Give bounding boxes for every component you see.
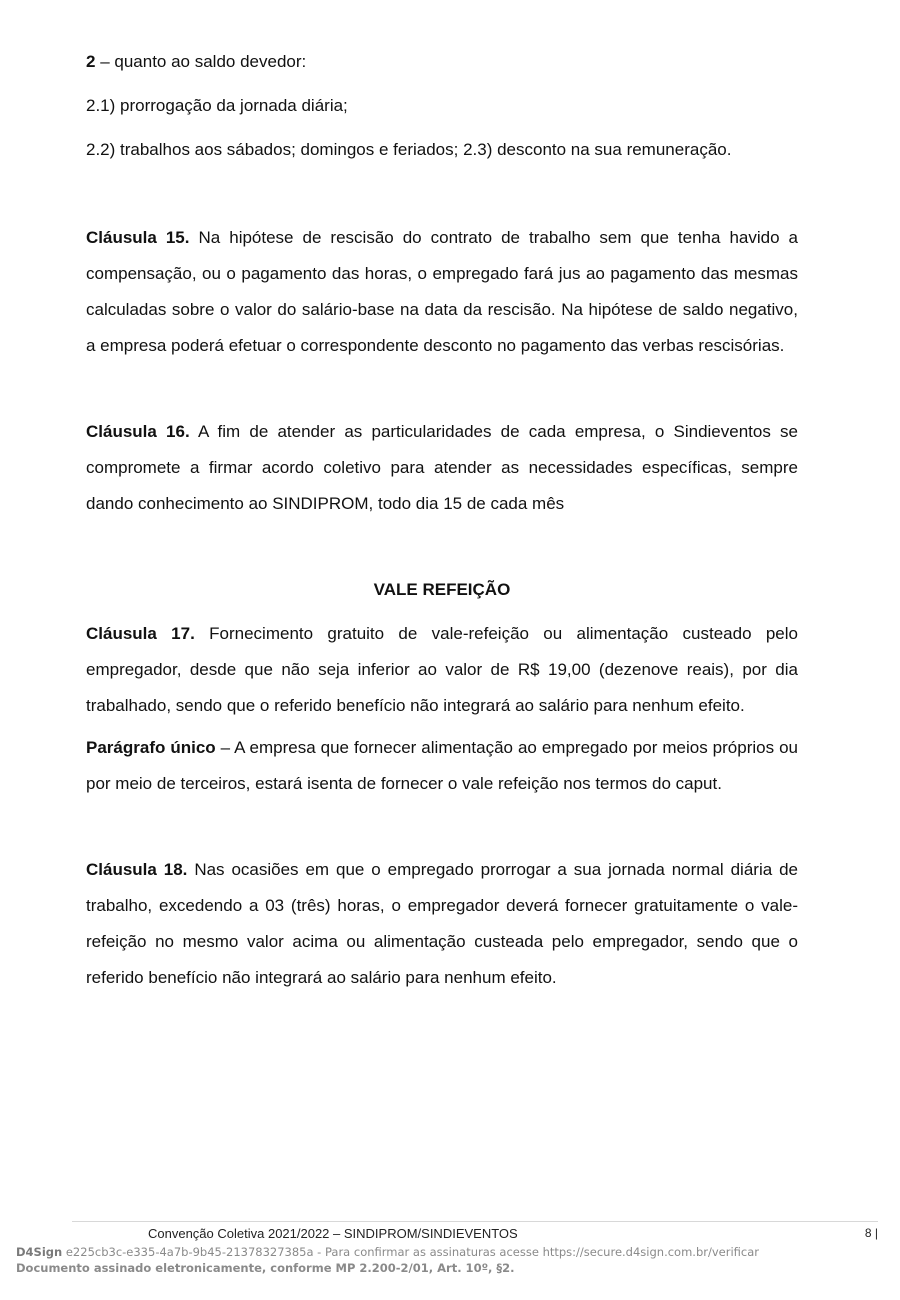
page-number: 8 | <box>864 1226 878 1240</box>
document-body <box>86 44 798 996</box>
clause-15-text: Na hipótese de rescisão do contrato de trabalho sem que tenha havido a compensação, ou o pagamento das horas, o empregado fará jus ao pagamento das mesmas calculadas sobre o valor do salário-base na data da rescisão. Na hipótese de saldo negativo, a empresa poderá efetuar o correspondente desconto no pagamento das verbas rescisórias. <box>86 228 798 355</box>
signature-legal-note: Documento assinado eletronicamente, conforme MP 2.200-2/01, Art. 10º, §2. <box>16 1261 515 1275</box>
item-2-2: 2.2) trabalhos aos sábados; domingos e feriados; 2.3) desconto na sua remuneração. <box>86 140 732 159</box>
signature-id-text: e225cb3c-e335-4a7b-9b45-21378327385a - Para confirmar as assinaturas acesse https://secure.d4sign.com.br/verificar <box>62 1245 759 1259</box>
clause-16-label: Cláusula 16. <box>86 422 190 441</box>
footer-divider <box>72 1221 878 1222</box>
item-2-1: 2.1) prorrogação da jornada diária; <box>86 96 348 115</box>
d4sign-brand: D4Sign <box>16 1245 63 1259</box>
clause-17-text: Fornecimento gratuito de vale-refeição ou alimentação custeado pelo empregador, desde que não seja inferior ao valor de R$ 19,00 (dezenove reais), por dia trabalhado, sendo que o referido benefício não integrará ao salário para nenhum efeito. <box>86 624 798 715</box>
saldo-devedor-line <box>86 44 798 80</box>
paragrafo-unico-text: – A empresa que fornecer alimentação ao empregado por meios próprios ou por meio de terceiros, estará isenta de fornecer o vale refeição nos termos do caput. <box>86 738 798 793</box>
signature-verification-line <box>16 1245 759 1259</box>
clause-16 <box>86 414 798 522</box>
section-heading: VALE REFEIÇÃO <box>373 580 511 599</box>
paragrafo-unico <box>86 730 798 802</box>
paragrafo-unico-label: Parágrafo único <box>86 738 216 757</box>
clause-18-label: Cláusula 18. <box>86 860 188 879</box>
clause-16-text: A fim de atender as particularidades de cada empresa, o Sindieventos se compromete a firmar acordo coletivo para atender as necessidades específicas, sempre dando conhecimento ao SINDIPROM, todo dia 15 de cada mês <box>86 422 798 513</box>
saldo-text: – quanto ao saldo devedor: <box>95 52 307 71</box>
clause-17-label: Cláusula 17. <box>86 624 195 643</box>
clause-18-text: Nas ocasiões em que o empregado prorrogar a sua jornada normal diária de trabalho, excedendo a 03 (três) horas, o empregador deverá fornecer gratuitamente o vale-refeição no mesmo valor acima ou alimentação custeada pelo empregador, sendo que o referido benefício não integrará ao salário para nenhum efeito. <box>86 860 798 987</box>
footer-title: Convenção Coletiva 2021/2022 – SINDIPROM/SINDIEVENTOS <box>148 1226 518 1241</box>
clause-15-label: Cláusula 15. <box>86 228 190 247</box>
clause-15 <box>86 220 798 364</box>
clause-18 <box>86 852 798 996</box>
clause-17 <box>86 616 798 724</box>
saldo-number: 2 <box>86 52 96 71</box>
